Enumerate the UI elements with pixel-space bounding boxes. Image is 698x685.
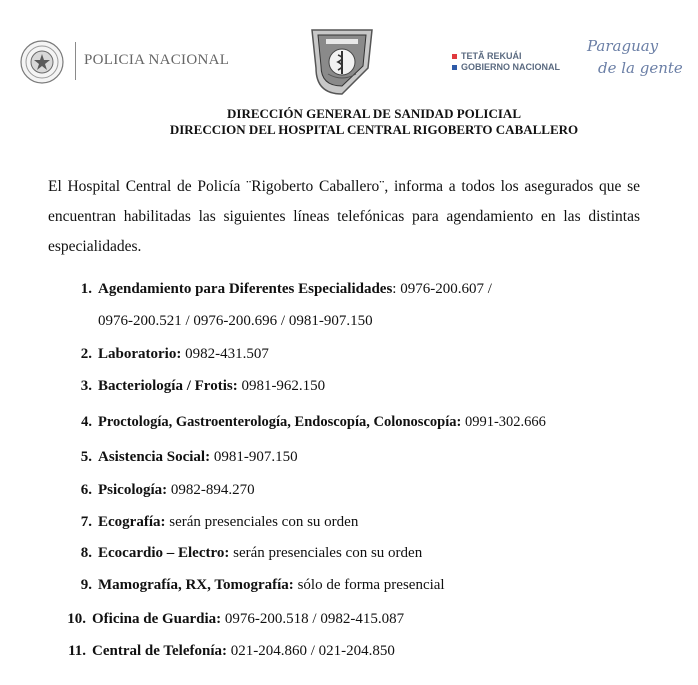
- item-number: 1.: [80, 281, 92, 297]
- title-line-1: DIRECCIÓN GENERAL DE SANIDAD POLICIAL: [227, 106, 521, 121]
- list-item: [64, 643, 395, 660]
- item-value: serán presenciales con su orden: [229, 545, 423, 561]
- list-item: [70, 346, 269, 363]
- list-item: [70, 449, 298, 466]
- list-item: [70, 577, 445, 594]
- item-number: 11.: [68, 643, 86, 659]
- item-number: 9.: [80, 577, 92, 593]
- item-number: 2.: [80, 346, 92, 362]
- item-label: Central de Telefonía:: [92, 643, 227, 659]
- intro-paragraph: El Hospital Central de Policía ¨Rigoberto Caballero¨, informa a todos los asegurados que se encuentran habilitadas las siguientes líneas telefónicas para agendamiento en las distintas especialidades.: [48, 178, 640, 255]
- paraguay-de-la-gente-logo: [584, 33, 683, 83]
- item-value: 0991-302.666: [461, 414, 546, 430]
- item-label: Psicología:: [98, 482, 168, 498]
- item-value-continuation: 0976-200.521 / 0976-200.696 / 0981-907.150: [98, 313, 373, 329]
- police-seal-icon: [20, 40, 64, 84]
- item-value: 021-204.860 / 021-204.850: [227, 643, 395, 659]
- item-label: Agendamiento para Diferentes Especialidades: [98, 281, 393, 297]
- item-value: 0976-200.607 /: [396, 281, 492, 297]
- header-divider: [75, 42, 76, 80]
- item-number: 7.: [80, 514, 92, 530]
- item-value: 0976-200.518 / 0982-415.087: [221, 611, 405, 627]
- list-item: [70, 378, 325, 395]
- title-line-2: DIRECCION DEL HOSPITAL CENTRAL RIGOBERTO CABALLERO: [169, 122, 579, 137]
- item-number: 3.: [80, 378, 92, 394]
- list-item: [70, 514, 358, 531]
- list-item: [64, 611, 404, 628]
- list-item-continuation: [98, 313, 373, 330]
- item-separator: :: [392, 281, 397, 297]
- blue-square-icon: [452, 65, 457, 70]
- item-number: 6.: [80, 482, 92, 498]
- item-label: Ecocardio – Electro:: [98, 545, 230, 561]
- list-item: [70, 545, 422, 562]
- item-label: Proctología, Gastroenterología, Endoscopía, Colonoscopía:: [98, 414, 462, 430]
- document-title: [0, 106, 698, 138]
- policia-nacional-label: POLICIA NACIONAL: [84, 52, 230, 68]
- list-item: [70, 281, 492, 298]
- teta-rekuai-logo: [452, 51, 560, 73]
- item-label: Laboratorio:: [98, 346, 182, 362]
- item-value: 0982-431.507: [181, 346, 269, 362]
- item-number: 10.: [67, 611, 86, 627]
- item-number: 5.: [80, 449, 92, 465]
- letterhead: [0, 0, 698, 100]
- item-value: 0982-894.270: [167, 482, 255, 498]
- paraguay-logo-line1: Paraguay: [587, 37, 659, 55]
- item-label: Ecografía:: [98, 514, 166, 530]
- item-value: 0981-907.150: [210, 449, 298, 465]
- item-label: Oficina de Guardia:: [92, 611, 222, 627]
- paraguay-logo-line2: de la gente: [598, 59, 683, 77]
- item-label: Mamografía, RX, Tomografía:: [98, 577, 294, 593]
- item-number: 4.: [81, 414, 92, 430]
- sanidad-policial-emblem-icon: [308, 24, 376, 94]
- item-value: sólo de forma presencial: [293, 577, 445, 593]
- list-item: [70, 414, 546, 431]
- item-value: serán presenciales con su orden: [165, 514, 359, 530]
- item-label: Bacteriología / Frotis:: [98, 378, 238, 394]
- teta-rekuai-label: TETÃ REKUÁI: [461, 51, 522, 61]
- item-label: Asistencia Social:: [98, 449, 211, 465]
- gobierno-nacional-label: GOBIERNO NACIONAL: [461, 62, 560, 72]
- red-square-icon: [452, 54, 457, 59]
- list-item: [70, 482, 255, 499]
- item-value: 0981-962.150: [237, 378, 326, 394]
- item-number: 8.: [80, 545, 92, 561]
